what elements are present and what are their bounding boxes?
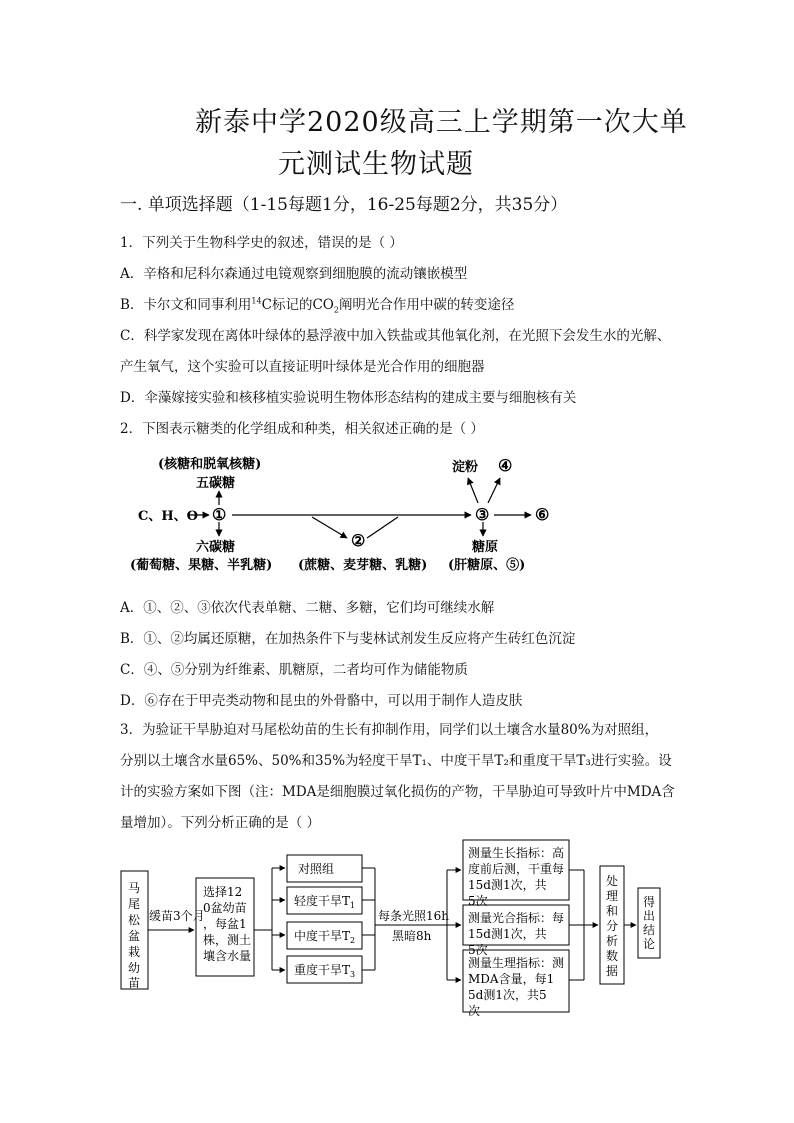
select-text-line: 0盆幼苗: [203, 901, 247, 915]
physio-text-line: 5d测1次，共5: [468, 988, 547, 1002]
q2-option-d: D．⑥存在于甲壳类动物和昆虫的外骨骼中，可以用于制作人造皮肤: [120, 693, 523, 709]
process-text-char: 析: [606, 934, 619, 948]
glycogen-label: 糖原: [472, 540, 499, 555]
select-text-line: 株，测土: [203, 933, 252, 947]
process-text-char: 和: [606, 904, 619, 918]
grow-label: 缓苗3个月: [149, 909, 205, 923]
seedlings-ch2: 尾: [128, 897, 141, 911]
node-4: ④: [498, 456, 513, 475]
process-text-char: 理: [606, 889, 619, 903]
process-text-char: 据: [606, 964, 619, 978]
node-1: ①: [212, 505, 227, 524]
control-label: 对照组: [298, 862, 335, 876]
mid-drought-label: 中度干旱$T_2$: [294, 929, 356, 945]
process-text: [606, 873, 618, 978]
pentose-examples: (核糖和脱氧核糖): [158, 457, 262, 472]
page-title-line1: 新泰中学2020级高三上学期第一次大单: [195, 107, 688, 138]
pentose-label: 五碳糖: [196, 476, 236, 491]
q1-option-c-line2: 产生氧气，这个实验可以直接证明叶绿体是光合作用的细胞器: [120, 359, 485, 375]
seedlings-ch6: 幼: [128, 961, 141, 975]
seedlings-ch7: 苗: [128, 976, 141, 990]
q1-stem: 1．下列关于生物科学史的叙述，错误的是（ ）: [120, 235, 403, 251]
seedlings-ch1: 马: [128, 881, 141, 895]
glycogen-examples: (肝糖原、⑤): [448, 558, 526, 573]
light-drought-label: 轻度干旱$T_1$: [294, 894, 356, 910]
photo-text-line: 测量光合指标：每: [468, 911, 565, 925]
starch-label: 淀粉: [452, 460, 479, 475]
process-text-char: 分: [606, 919, 619, 933]
seedlings-ch5: 栽: [128, 945, 141, 959]
select-text-line: ，每盆1: [203, 917, 247, 931]
physio-text-line: MDA含量，每1: [468, 972, 555, 986]
node-6: ⑥: [535, 505, 550, 524]
q2-stem: 2．下图表示糖类的化学组成和种类，相关叙述正确的是（ ）: [120, 421, 484, 437]
q3-stem-line4: 量增加）。下列分析正确的是（ ）: [120, 815, 321, 831]
q1-option-c-line1: C．科学家发现在离体叶绿体的悬浮液中加入铁盐或其他氧化剂，在光照下会发生水的光解、: [120, 328, 671, 344]
q1-option-a: A．辛格和尼科尔森通过电镜观察到细胞膜的流动镶嵌模型: [120, 266, 468, 282]
q2-option-b: B．①、②均属还原糖，在加热条件下与斐林试剂发生反应将产生砖红色沉淀: [120, 631, 576, 647]
process-text-char: 数: [606, 949, 619, 963]
conclusion-text-char: 得: [643, 895, 656, 909]
growth-text-line: 5次: [468, 894, 488, 908]
conclusion-text-char: 结: [643, 923, 656, 937]
process-text-char: 处: [606, 874, 619, 888]
photo-text-line: 15d测1次，共: [468, 927, 547, 941]
growth-text-line: 测量生长指标：高: [468, 846, 565, 860]
growth-text-line: 度前后测，干重每: [468, 862, 565, 876]
light-label: 每条光照16h: [378, 909, 449, 923]
disaccharide-examples: (蔗糖、麦芽糖、乳糖): [298, 558, 428, 573]
conclusion-text: [643, 895, 655, 951]
seedlings-ch3: 松: [128, 913, 141, 927]
q2-option-a: A．①、②、③依次代表单糖、二糖、多糖，它们均可继续水解: [120, 600, 495, 616]
heavy-drought-label: 重度干旱$T_3$: [294, 963, 356, 979]
q3-stem-line1: 3．为验证干旱胁迫对马尾松幼苗的生长有抑制作用，同学们以土壤含水量80%为对照组，: [120, 722, 659, 738]
hexose-label: 六碳糖: [196, 540, 236, 555]
conclusion-text-char: 论: [643, 937, 656, 951]
physio-text-line: 测量生理指标：测: [468, 956, 565, 970]
page-title-line2: 元测试生物试题: [278, 149, 474, 180]
hexose-examples: (葡萄糖、果糖、半乳糖): [130, 558, 273, 573]
node-3: ③: [475, 505, 490, 524]
section-heading: 一. 单项选择题（1-15每题1分，16-25每题2分，共35分）: [120, 195, 568, 215]
q1-option-b: B．卡尔文和同事利用$^{14}$C标记的$CO_2$阐明光合作用中碳的转变途径: [120, 296, 515, 315]
node-2: ②: [351, 531, 366, 550]
select-text-line: 选择12: [203, 885, 243, 899]
q3-stem-line2: 分别以土壤含水量65%、50%和35%为轻度干旱T₁、中度干旱T₂和重度干旱T₃进行实验。设: [120, 753, 672, 769]
conclusion-text-char: 出: [643, 909, 656, 923]
q2-option-c: C．④、⑤分别为纤维素、肌糖原，二者均可作为储能物质: [120, 662, 468, 678]
dark-label: 黑暗8h: [392, 929, 432, 943]
seedlings-ch4: 盆: [128, 929, 141, 943]
elements-label: C、H、O: [138, 509, 198, 524]
select-text-line: 壤含水量: [203, 949, 252, 963]
growth-text-line: 15d测1次，共: [468, 878, 547, 892]
q3-stem-line3: 计的实验方案如下图（注：MDA是细胞膜过氧化损伤的产物，干旱胁迫可导致叶片中MDA含: [120, 784, 675, 800]
q1-option-d: D．伞藻嫁接实验和核移植实验说明生物体形态结构的建成主要与细胞核有关: [120, 390, 577, 406]
physio-text-line: 次: [468, 1004, 481, 1018]
photo-text-line: 5次: [468, 943, 488, 957]
